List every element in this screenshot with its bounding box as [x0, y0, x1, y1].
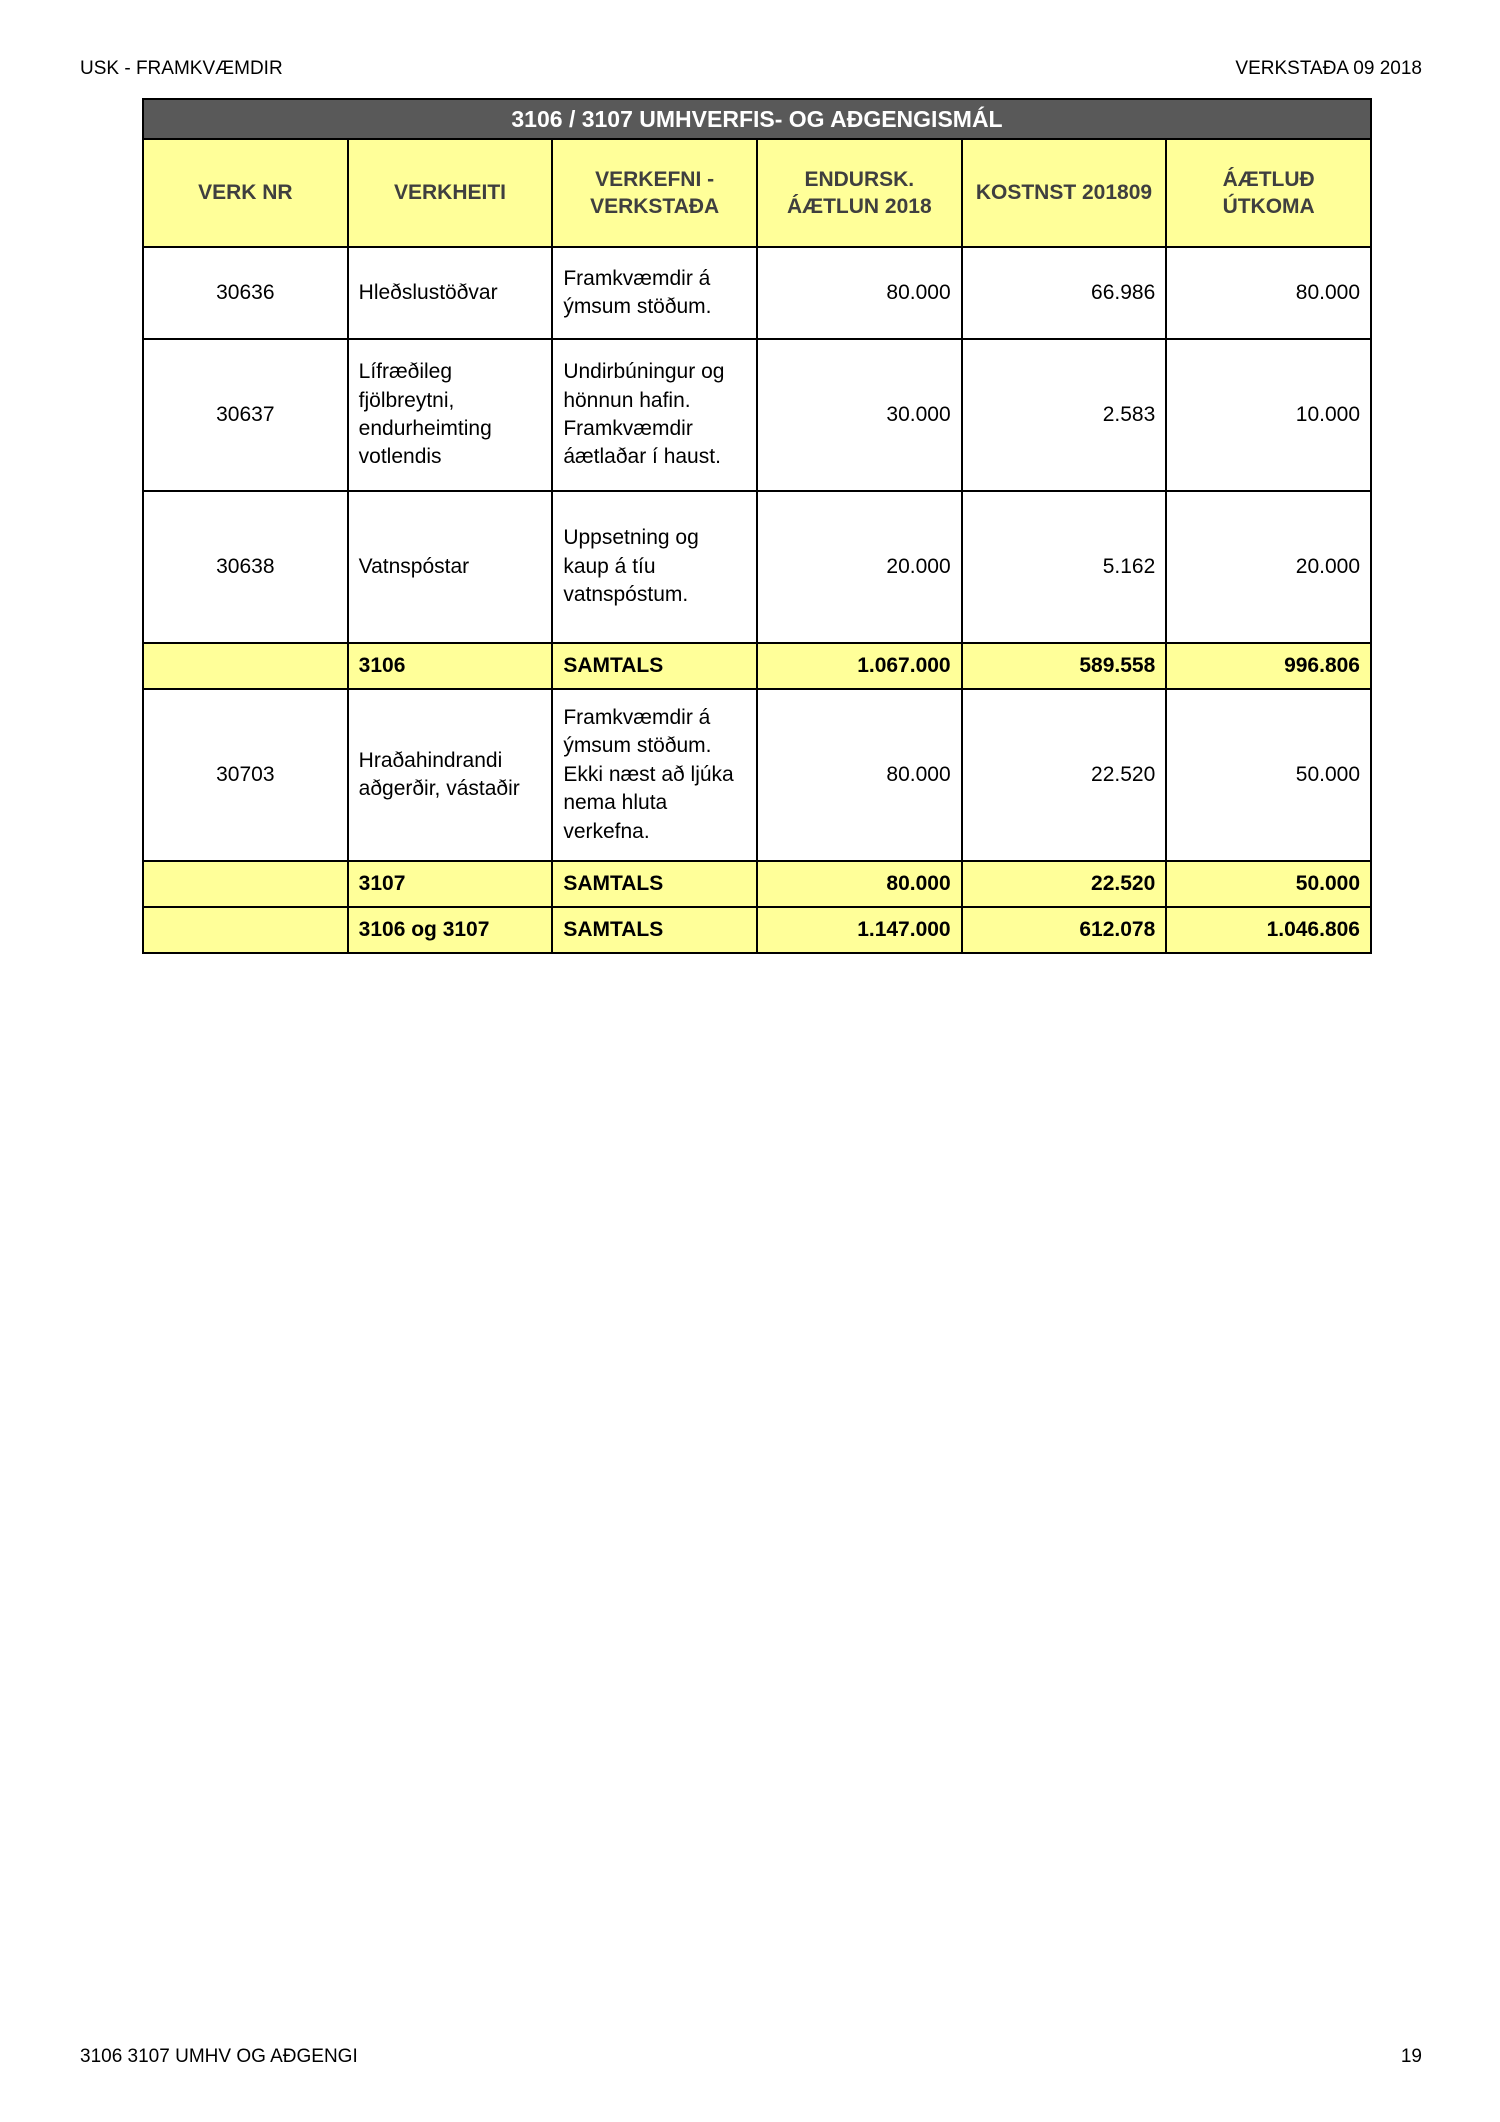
cell-kostnst: 22.520: [962, 689, 1167, 861]
table-container: [142, 98, 1372, 954]
table-body: [143, 247, 1371, 953]
cell-heiti: Hleðslustöðvar: [348, 247, 553, 339]
table-row: [143, 491, 1371, 643]
cell-verkefni: Undirbúningur og hönnun hafin. Framkvæmdir áætlaðar í haust.: [552, 339, 757, 491]
cell-kostnst: 66.986: [962, 247, 1167, 339]
cell-verkefni: SAMTALS: [552, 643, 757, 689]
cell-utkoma: 50.000: [1166, 689, 1371, 861]
cell-nr: 30638: [143, 491, 348, 643]
table-row: [143, 247, 1371, 339]
cell-utkoma: 996.806: [1166, 643, 1371, 689]
cell-nr: [143, 643, 348, 689]
cell-verkefni: SAMTALS: [552, 907, 757, 953]
cell-kostnst: 5.162: [962, 491, 1167, 643]
cell-heiti: 3106: [348, 643, 553, 689]
cell-heiti: Lífræðileg fjölbreytni, endurheimting votlendis: [348, 339, 553, 491]
page-footer: [80, 2046, 1422, 2068]
cell-aaetlun: 80.000: [757, 247, 962, 339]
cell-verkefni: Framkvæmdir á ýmsum stöðum.: [552, 247, 757, 339]
cell-nr: 30636: [143, 247, 348, 339]
cell-kostnst: 22.520: [962, 861, 1167, 907]
header-right-text: VERKSTAÐA 09 2018: [1235, 58, 1422, 79]
cell-utkoma: 10.000: [1166, 339, 1371, 491]
cell-verkefni: Uppsetning og kaup á tíu vatnspóstum.: [552, 491, 757, 643]
cell-verkefni: SAMTALS: [552, 861, 757, 907]
cell-aaetlun: 30.000: [757, 339, 962, 491]
cell-verkefni: Framkvæmdir á ýmsum stöðum. Ekki næst að ljúka nema hluta verkefna.: [552, 689, 757, 861]
cell-aaetlun: 80.000: [757, 689, 962, 861]
cell-kostnst: 2.583: [962, 339, 1167, 491]
summary-row: [143, 907, 1371, 953]
column-header-verk-nr: VERK NR: [143, 139, 348, 247]
table-row: [143, 339, 1371, 491]
cell-heiti: 3107: [348, 861, 553, 907]
summary-row: [143, 861, 1371, 907]
column-header-kostnst: KOSTNST 201809: [962, 139, 1167, 247]
table-title: 3106 / 3107 UMHVERFIS- OG AÐGENGISMÁL: [143, 99, 1371, 139]
cell-nr: [143, 861, 348, 907]
cell-aaetlun: 1.147.000: [757, 907, 962, 953]
cell-kostnst: 589.558: [962, 643, 1167, 689]
table-header-row: [143, 139, 1371, 247]
cell-utkoma: 1.046.806: [1166, 907, 1371, 953]
project-status-table: [142, 98, 1372, 954]
cell-heiti: 3106 og 3107: [348, 907, 553, 953]
column-header-verkheiti: VERKHEITI: [348, 139, 553, 247]
cell-aaetlun: 80.000: [757, 861, 962, 907]
cell-aaetlun: 1.067.000: [757, 643, 962, 689]
footer-page-number: 19: [1400, 2046, 1422, 2067]
column-header-aaetlud-utkoma: ÁÆTLUÐ ÚTKOMA: [1166, 139, 1371, 247]
column-header-endursk-aaetlun: ENDURSK. ÁÆTLUN 2018: [757, 139, 962, 247]
cell-utkoma: 80.000: [1166, 247, 1371, 339]
cell-heiti: Hraðahindrandi aðgerðir, vástaðir: [348, 689, 553, 861]
cell-heiti: Vatnspóstar: [348, 491, 553, 643]
cell-nr: 30637: [143, 339, 348, 491]
cell-nr: 30703: [143, 689, 348, 861]
cell-utkoma: 50.000: [1166, 861, 1371, 907]
table-row: [143, 689, 1371, 861]
table-head: [143, 99, 1371, 247]
page-header: [80, 58, 1422, 80]
column-header-verkefni-verkstada: VERKEFNI - VERKSTAÐA: [552, 139, 757, 247]
cell-nr: [143, 907, 348, 953]
table-title-row: [143, 99, 1371, 139]
cell-kostnst: 612.078: [962, 907, 1167, 953]
header-left-text: USK - FRAMKVÆMDIR: [80, 58, 283, 79]
summary-row: [143, 643, 1371, 689]
footer-left-text: 3106 3107 UMHV OG AÐGENGI: [80, 2046, 358, 2067]
cell-utkoma: 20.000: [1166, 491, 1371, 643]
cell-aaetlun: 20.000: [757, 491, 962, 643]
